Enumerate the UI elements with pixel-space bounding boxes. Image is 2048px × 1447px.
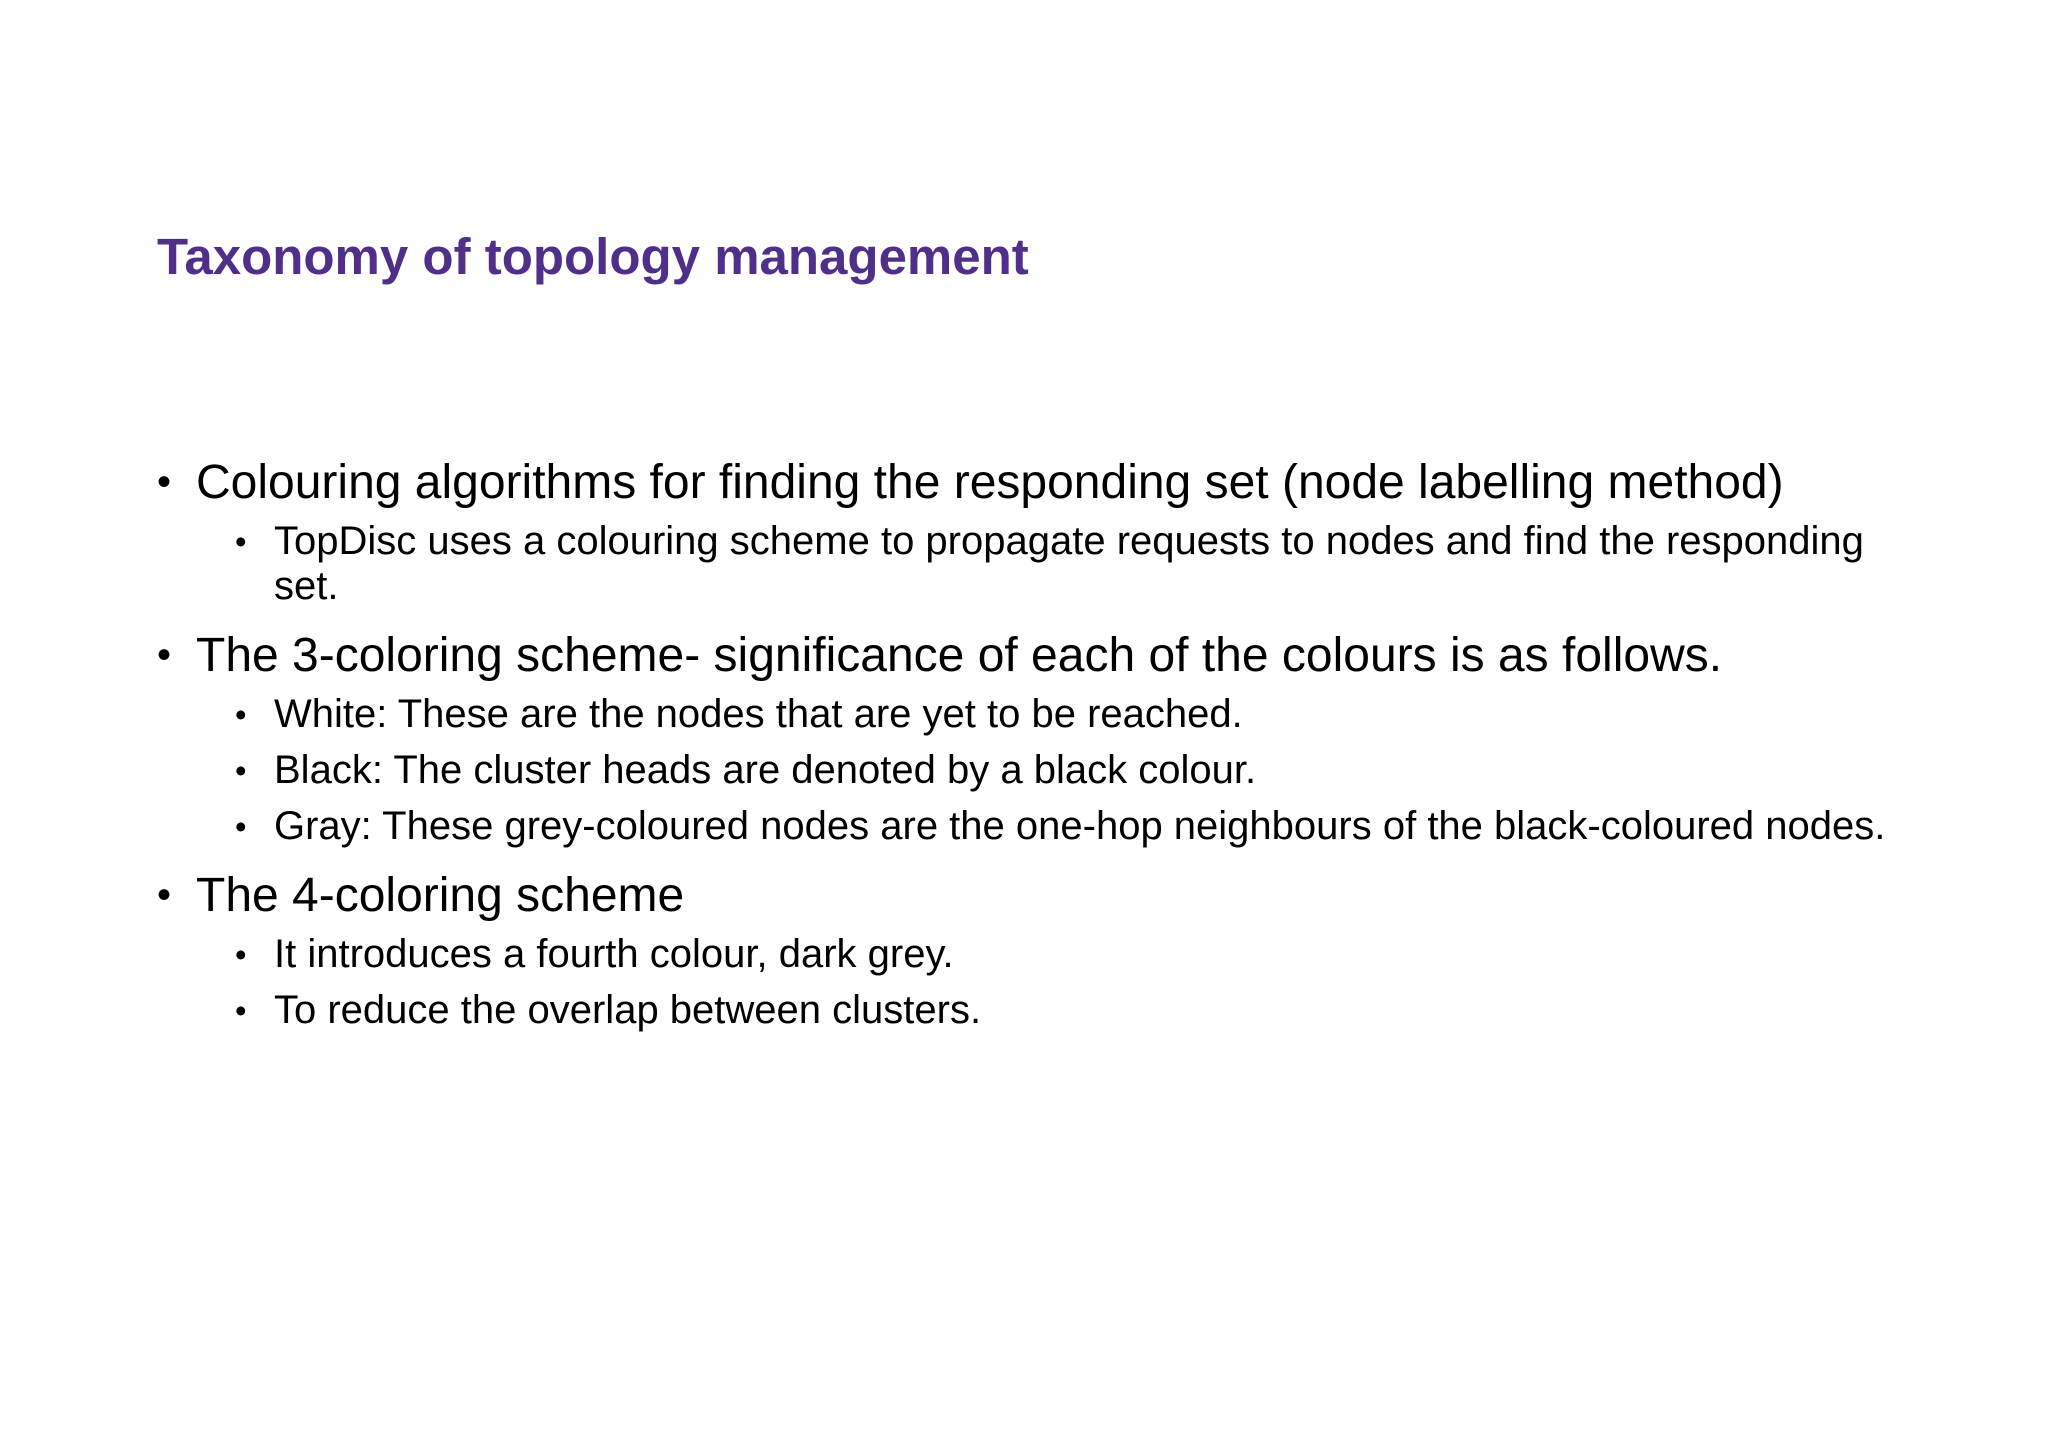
bullet-text: The 4-coloring scheme bbox=[196, 869, 685, 922]
bullet-icon: • bbox=[235, 696, 247, 733]
sub-bullet-text: To reduce the overlap between clusters. bbox=[274, 988, 982, 1032]
sub-bullet-text: TopDisc uses a colouring scheme to propagate requests to nodes and find the responding set. bbox=[274, 519, 1864, 608]
bullet-item-4-coloring bbox=[157, 869, 1897, 1033]
sub-bullet-list bbox=[196, 519, 1897, 609]
bullet-icon: • bbox=[157, 633, 172, 677]
sub-bullet-text: Gray: These grey-coloured nodes are the one-hop neighbours of the black-coloured nodes. bbox=[274, 804, 1886, 848]
bullet-icon: • bbox=[235, 936, 247, 973]
sub-bullet-list bbox=[196, 932, 1897, 1033]
bullet-icon: • bbox=[157, 460, 172, 504]
sub-bullet-item-topdisc bbox=[196, 519, 1897, 609]
bullet-item-colouring-algorithms bbox=[157, 456, 1897, 609]
bullet-text: The 3-coloring scheme- significance of each of the colours is as follows. bbox=[196, 629, 1723, 682]
sub-bullet-list bbox=[196, 692, 1897, 849]
sub-bullet-text: It introduces a fourth colour, dark grey. bbox=[274, 932, 954, 976]
bullet-item-3-coloring bbox=[157, 629, 1897, 849]
sub-bullet-text: White: These are the nodes that are yet to be reached. bbox=[274, 692, 1243, 736]
bullet-icon: • bbox=[157, 873, 172, 917]
sub-bullet-item-white bbox=[196, 692, 1897, 737]
sub-bullet-item-black bbox=[196, 748, 1897, 793]
sub-bullet-text: Black: The cluster heads are denoted by a black colour. bbox=[274, 748, 1257, 792]
sub-bullet-item-gray bbox=[196, 804, 1897, 849]
bullet-list bbox=[157, 456, 1897, 1053]
sub-bullet-item-dark-grey bbox=[196, 932, 1897, 977]
slide-title: Taxonomy of topology management bbox=[157, 228, 1029, 285]
bullet-icon: • bbox=[235, 752, 247, 789]
sub-bullet-item-reduce-overlap bbox=[196, 988, 1897, 1033]
bullet-icon: • bbox=[235, 992, 247, 1029]
bullet-icon: • bbox=[235, 808, 247, 845]
bullet-text: Colouring algorithms for finding the responding set (node labelling method) bbox=[196, 456, 1784, 509]
bullet-icon: • bbox=[235, 523, 247, 560]
